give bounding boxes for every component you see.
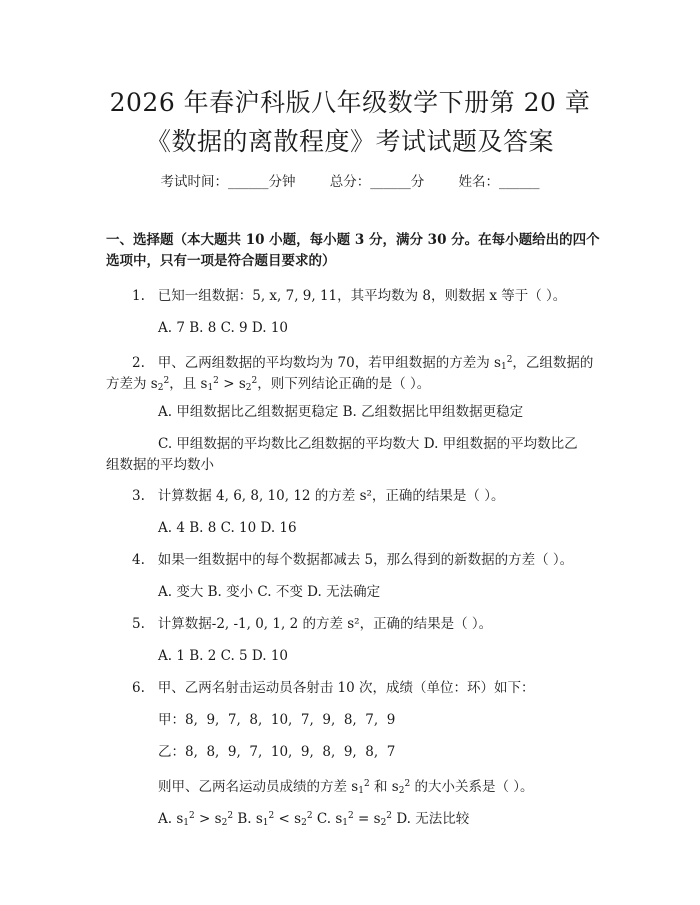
question-4-stem: 4. 如果一组数据中的每个数据都减去 5，那么得到的新数据的方差（ ）。 [132, 552, 574, 568]
question-5-stem: 5. 计算数据-2, -1, 0, 1, 2 的方差 s²，正确的结果是（ ）。 [132, 616, 493, 632]
exam-score: 总分：______分 [329, 174, 425, 190]
question-3-options: A. 4 B. 8 C. 10 D. 16 [158, 520, 297, 536]
question-6-stem: 6. 甲、乙两名射击运动员各射击 10 次，成绩（单位：环）如下： [132, 680, 535, 696]
question-2-stem-line-2: 方差为 $s_2^2$，且 $s_1^2 > s_2^2$，则下列结论正确的是（ ）。 [106, 376, 431, 393]
question-1-stem: 1. 已知一组数据：5, x, 7, 9, 11，其平均数为 8，则数据 x 等于（ ）。 [132, 288, 567, 304]
exam-meta [0, 170, 700, 190]
section-heading-line-1: 一、选择题（本大题共 10 小题，每小题 3 分，满分 30 分。在每小题给出的四个 [106, 232, 600, 248]
title-line-2: 《数据的离散程度》考试试题及答案 [145, 127, 554, 156]
question-2-options-cd-line-1: C. 甲组数据的平均数比乙组数据的平均数大 D. 甲组数据的平均数比乙 [158, 436, 578, 452]
title-line-1: 2026 年春沪科版八年级数学下册第 20 章 [109, 88, 591, 117]
question-3-stem: 3. 计算数据 4, 6, 8, 10, 12 的方差 s²，正确的结果是（ ）。 [132, 488, 505, 504]
exam-time: 考试时间：______分钟 [160, 174, 296, 190]
section-heading-line-2: 选项中，只有一项是符合题目要求的） [106, 253, 336, 269]
question-2-options-ab: A. 甲组数据比乙组数据更稳定 B. 乙组数据比甲组数据更稳定 [158, 404, 524, 420]
question-6-options: A. $s_1^2 > s_2^2$ B. $s_1^2 < s_2^2$ C. $s_1^2 = s_2^2$ D. 无法比较 [158, 811, 470, 828]
question-2-stem-line-1: 2. 甲、乙两组数据的平均数均为 70，若甲组数据的方差为 $s_1^2$，乙组数据的 [132, 355, 594, 372]
exam-name: 姓名：______ [458, 174, 540, 190]
question-1-options: A. 7 B. 8 C. 9 D. 10 [158, 320, 289, 336]
question-2-options-cd-line-2: 组数据的平均数小 [106, 457, 214, 473]
question-4-options: A. 变大 B. 变小 C. 不变 D. 无法确定 [158, 584, 381, 600]
question-6-yi-scores: 乙：8, 8, 9, 7, 10, 9, 8, 9, 8, 7 [158, 744, 396, 760]
question-6-jia-scores: 甲：8, 9, 7, 8, 10, 7, 9, 8, 7, 9 [158, 712, 396, 728]
question-6-ask: 则甲、乙两名运动员成绩的方差 $s_1^2$ 和 $s_2^2$ 的大小关系是（ ）。 [158, 779, 534, 796]
question-5-options: A. 1 B. 2 C. 5 D. 10 [158, 648, 289, 664]
